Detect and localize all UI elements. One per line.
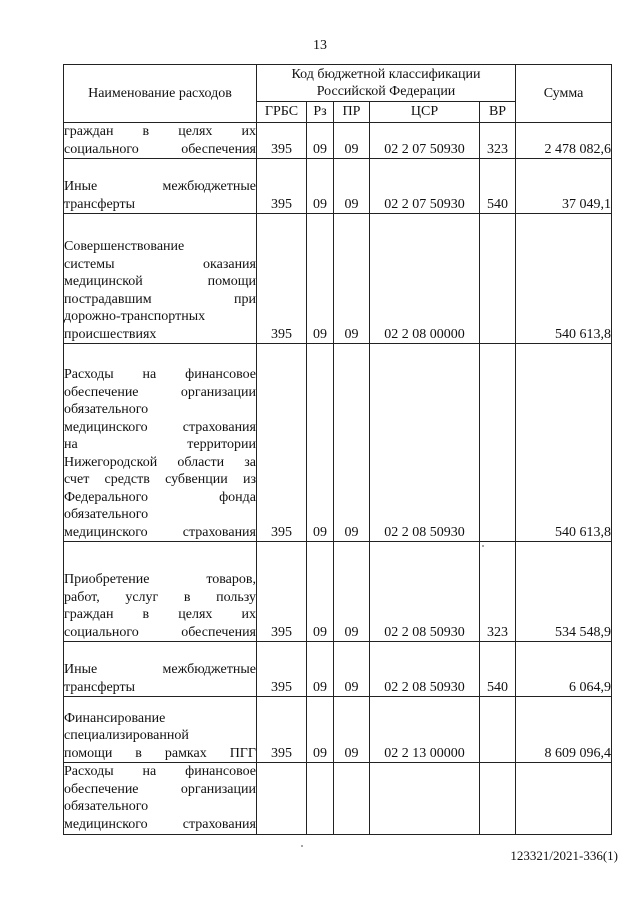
expense-name-line: специализированной (64, 728, 189, 743)
table-row (64, 159, 612, 214)
rz-code: 09 (307, 123, 334, 159)
expense-name (64, 159, 257, 214)
expense-name-line: Совершенствование (64, 239, 185, 254)
expense-name (64, 542, 257, 642)
grbs-code: 395 (257, 344, 307, 542)
sum-value (516, 763, 612, 835)
sum-value: 540 613,8 (516, 344, 612, 542)
csr-code: 02 2 08 50930 (370, 542, 480, 642)
header-pr: ПР (334, 102, 370, 123)
sum-value: 6 064,9 (516, 642, 612, 697)
expense-name-line: происшествиях (64, 326, 157, 342)
grbs-code: 395 (257, 214, 307, 344)
scan-mark (301, 845, 303, 847)
pr-code: 09 (334, 344, 370, 542)
table-row (64, 542, 612, 642)
csr-code: 02 2 13 00000 (370, 697, 480, 763)
table-row (64, 763, 612, 835)
expense-name-line: трансферты (64, 196, 136, 212)
expense-name (64, 642, 257, 697)
grbs-code: 395 (257, 542, 307, 642)
expense-name-line: обеспечение организации (64, 384, 256, 400)
rz-code: 09 (307, 159, 334, 214)
expense-name-line: обязательного (64, 507, 149, 522)
table-row (64, 344, 612, 542)
pr-code (334, 763, 370, 835)
rz-code: 09 (307, 697, 334, 763)
scan-mark (482, 545, 484, 547)
pr-code: 09 (334, 159, 370, 214)
rz-code (307, 763, 334, 835)
expense-name-line: медицинского страхования (64, 524, 256, 540)
grbs-code: 395 (257, 159, 307, 214)
rz-code: 09 (307, 542, 334, 642)
header-csr: ЦСР (370, 102, 480, 123)
pr-code: 09 (334, 214, 370, 344)
expense-name-line: Иные межбюджетные (64, 662, 256, 677)
expense-name (64, 697, 257, 763)
expense-name-line: на территории (64, 437, 256, 452)
sum-value: 8 609 096,4 (516, 697, 612, 763)
expense-name-line: Иные межбюджетные (64, 179, 256, 194)
expense-name-line: обязательного (64, 402, 149, 417)
expense-name-line: пострадавшим при (64, 291, 256, 307)
vr-code (480, 697, 516, 763)
table-row (64, 642, 612, 697)
expense-name-line: обеспечение организации (64, 781, 256, 797)
grbs-code (257, 763, 307, 835)
grbs-code: 395 (257, 123, 307, 159)
sum-value: 37 049,1 (516, 159, 612, 214)
pr-code: 09 (334, 642, 370, 697)
rz-code: 09 (307, 214, 334, 344)
sum-value: 534 548,9 (516, 542, 612, 642)
vr-code (480, 763, 516, 835)
expense-name-line: медицинской помощи (64, 274, 256, 289)
vr-code: 540 (480, 159, 516, 214)
expense-name-line: медицинского страхования (64, 816, 256, 832)
budget-table (63, 64, 612, 835)
rz-code: 09 (307, 642, 334, 697)
page-number: 13 (313, 38, 327, 53)
sum-value: 2 478 082,6 (516, 123, 612, 159)
expense-name-line: трансферты (64, 679, 136, 695)
expense-name-line: Приобретение товаров, (64, 572, 256, 587)
vr-code: 323 (480, 542, 516, 642)
expense-name (64, 214, 257, 344)
vr-code (480, 214, 516, 344)
expense-name-line: социального обеспечения (64, 624, 256, 640)
header-name: Наименование расходов (64, 65, 257, 123)
expense-name-line: граждан в целях их (64, 607, 256, 622)
grbs-code: 395 (257, 642, 307, 697)
header-vr: ВР (480, 102, 516, 123)
rz-code: 09 (307, 344, 334, 542)
header-grbs: ГРБС (257, 102, 307, 123)
expense-name-line: медицинского страхования (64, 419, 256, 435)
vr-code (480, 344, 516, 542)
expense-name-line: граждан в целях их (64, 124, 256, 139)
header-sum: Сумма (516, 65, 612, 123)
csr-code: 02 2 07 50930 (370, 159, 480, 214)
csr-code: 02 2 08 00000 (370, 214, 480, 344)
document-code: 123321/2021-336(1) (510, 848, 618, 863)
expense-name-line: работ, услуг в пользу (64, 589, 256, 605)
expense-name (64, 344, 257, 542)
expense-name-line: обязательного (64, 799, 149, 814)
csr-code (370, 763, 480, 835)
expense-name-line: Финансирование (64, 710, 166, 726)
expense-name-line: счет средств субвенции из (64, 472, 256, 487)
table-row (64, 214, 612, 344)
expense-name-line: дорожно-транспортных (64, 309, 206, 324)
sum-value: 540 613,8 (516, 214, 612, 344)
header-code-group: Код бюджетной классификации Российской Федерации (257, 65, 516, 102)
expense-name-line: социального обеспечения (64, 141, 256, 157)
expense-name (64, 763, 257, 835)
expense-name-line: Федерального фонда (64, 489, 256, 505)
table-row (64, 123, 612, 159)
header-rz: Рз (307, 102, 334, 123)
csr-code: 02 2 07 50930 (370, 123, 480, 159)
expense-name-line: Расходы на финансовое (64, 764, 256, 779)
table-row (64, 697, 612, 763)
vr-code: 540 (480, 642, 516, 697)
expense-name-line: Расходы на финансовое (64, 367, 256, 382)
vr-code: 323 (480, 123, 516, 159)
csr-code: 02 2 08 50930 (370, 344, 480, 542)
grbs-code: 395 (257, 697, 307, 763)
expense-name-line: системы оказания (64, 256, 256, 272)
csr-code: 02 2 08 50930 (370, 642, 480, 697)
pr-code: 09 (334, 123, 370, 159)
pr-code: 09 (334, 542, 370, 642)
expense-name-line: помощи в рамках ПГГ (64, 745, 256, 761)
expense-name-line: Нижегородской области за (64, 454, 256, 470)
pr-code: 09 (334, 697, 370, 763)
expense-name (64, 123, 257, 159)
